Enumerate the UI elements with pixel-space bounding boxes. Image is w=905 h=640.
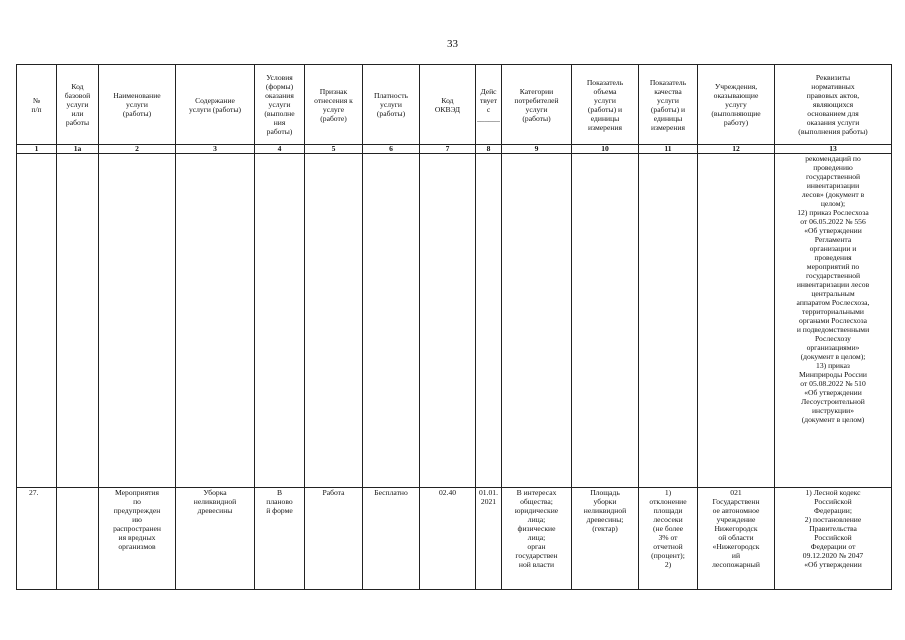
column-number: 11: [639, 145, 698, 154]
legal-acts-cell: 1) Лесной кодекс Российской Федерации; 2) постановление Правительства Российской Федерации от 09.12.2020 № 2047 «Об утверждении: [775, 488, 892, 590]
table-cell: [17, 154, 57, 488]
table-cell: [420, 154, 476, 488]
header-cell: Реквизиты нормативных правовых актов, являющихся основанием для оказания услуги (выполнения работы): [775, 65, 892, 145]
table-cell: [698, 154, 775, 488]
column-number: 4: [255, 145, 305, 154]
service-name: Мероприятия по предупрежден ию распространен ия вредных организмов: [99, 488, 176, 590]
column-number: 1: [17, 145, 57, 154]
header-cell: Признак отнесения к услуге (работе): [305, 65, 363, 145]
table-cell: [363, 154, 420, 488]
service-content: Уборка неликвидной древесины: [176, 488, 255, 590]
table-cell: [502, 154, 572, 488]
column-number: 7: [420, 145, 476, 154]
header-cell: Учреждения, оказывающие услугу (выполняющие работу): [698, 65, 775, 145]
okved-code: 02.40: [420, 488, 476, 590]
header-cell: Платность услуги (работы): [363, 65, 420, 145]
column-number: 8: [476, 145, 502, 154]
column-number: 5: [305, 145, 363, 154]
quality-indicator: 1) отклонение площади лесосеки (не более 3% от отчетной (процент); 2): [639, 488, 698, 590]
column-number: 3: [176, 145, 255, 154]
services-table: [16, 64, 892, 590]
table-cell: [176, 154, 255, 488]
table-cell: [572, 154, 639, 488]
header-cell: Наименование услуги (работы): [99, 65, 176, 145]
header-cell: Показатель объема услуги (работы) и единицы измерения: [572, 65, 639, 145]
table-cell: [99, 154, 176, 488]
header-cell: Код базовой услуги или работы: [57, 65, 99, 145]
table-cell: [305, 154, 363, 488]
base-service-code: [57, 488, 99, 590]
header-cell: № п/п: [17, 65, 57, 145]
column-number: 10: [572, 145, 639, 154]
service-attribute: Работа: [305, 488, 363, 590]
table-cell: [255, 154, 305, 488]
table-cell: [476, 154, 502, 488]
column-number: 9: [502, 145, 572, 154]
column-number: 6: [363, 145, 420, 154]
table-cell: [57, 154, 99, 488]
legal-acts-cell: рекомендаций по проведению государственной инвентаризации лесов» (документ в целом); 12) приказ Рослесхоза от 06.05.2022 № 556 «Об утверждении Регламента организации и проведения мероприятий по государственной инвентаризации лесов центральным аппаратом Рослесхоза, территориальными органами Рослесхоза и подведомственными Рослесхозу организациями» (документ в целом); 13) приказ Минприроды России от 05.08.2022 № 510 «Об утверждении Лесоустроительной инструкции» (документ в целом): [775, 154, 892, 488]
table-cell: [639, 154, 698, 488]
header-cell: Дейс твует с ______: [476, 65, 502, 145]
header-cell: Содержание услуги (работы): [176, 65, 255, 145]
column-number: 13: [775, 145, 892, 154]
institutions: 021 Государственн ое автономное учреждение Нижегородск ой области «Нижегородск ий лесопожарный: [698, 488, 775, 590]
service-payment: Бесплатно: [363, 488, 420, 590]
table-row: [17, 488, 892, 590]
consumer-categories: В интересах общества; юридические лица; физические лица; орган государствен ной власти: [502, 488, 572, 590]
header-cell: Код ОКВЭД: [420, 65, 476, 145]
header-cell: Показатель качества услуги (работы) и единицы измерения: [639, 65, 698, 145]
column-number: 1а: [57, 145, 99, 154]
continuation-row: [17, 154, 892, 488]
service-conditions: В плановo й форме: [255, 488, 305, 590]
page-number: 33: [447, 38, 458, 50]
header-cell: Условия (формы) оказания услуги (выполне ния работы): [255, 65, 305, 145]
row-number: 27.: [17, 488, 57, 590]
header-row: [17, 65, 892, 145]
header-cell: Категории потребителей услуги (работы): [502, 65, 572, 145]
effective-date: 01.01. 2021: [476, 488, 502, 590]
column-number-row: [17, 145, 892, 154]
volume-indicator: Площадь уборки неликвидной древесины; (гектар): [572, 488, 639, 590]
column-number: 2: [99, 145, 176, 154]
column-number: 12: [698, 145, 775, 154]
